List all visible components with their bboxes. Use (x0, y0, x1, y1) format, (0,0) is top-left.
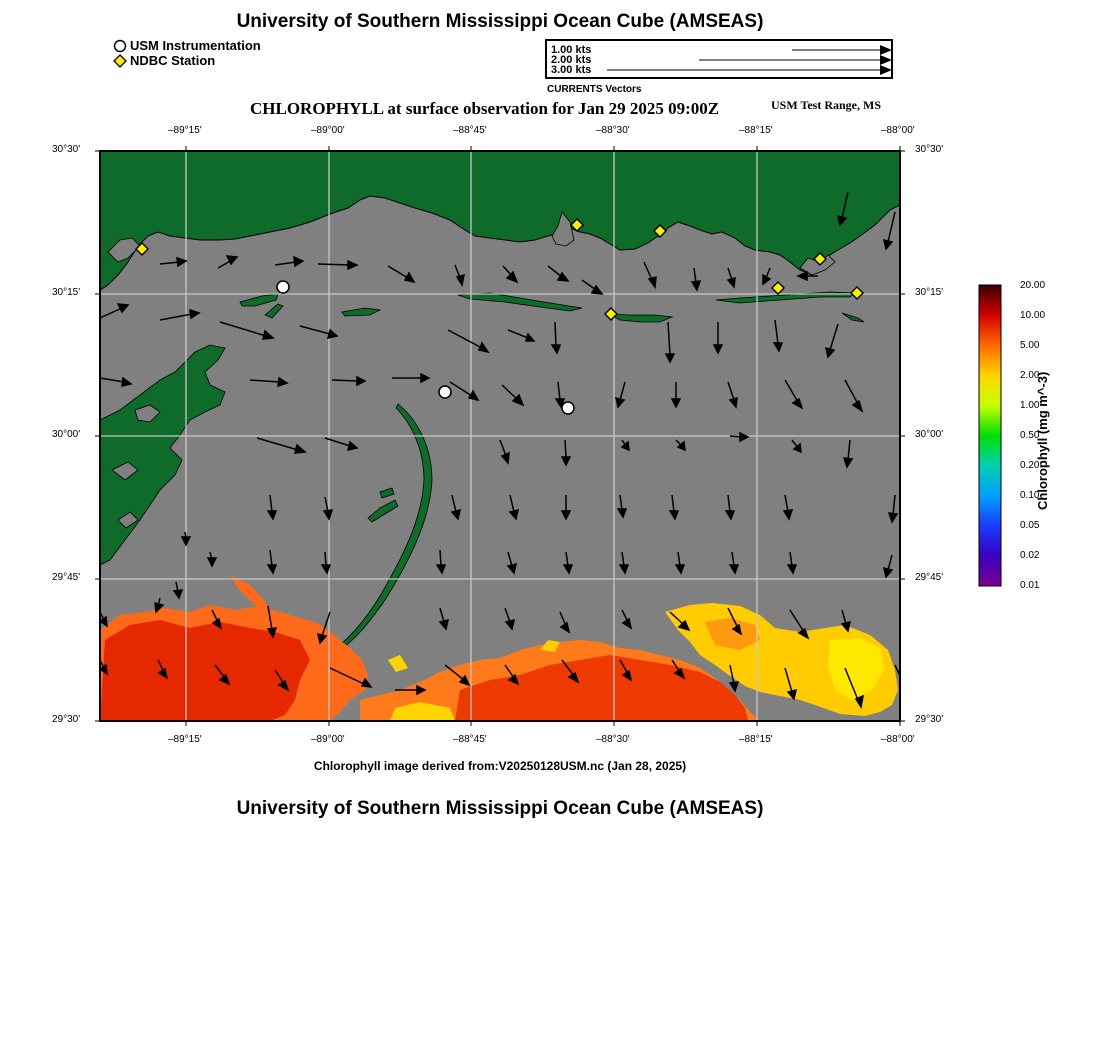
colorbar-label-7: 0.20 (1020, 460, 1040, 471)
lat-tick-left-1: 30°30' (52, 144, 81, 155)
colorbar-label-5: 1.00 (1020, 400, 1040, 411)
colorbar-label-8: 0.10 (1020, 490, 1040, 501)
colorbar-title: Chlorophyll (mg m^-3) (1035, 371, 1050, 510)
lon-tick-top-6: –88°00' (881, 125, 915, 136)
colorbar-label-2: 10.00 (1020, 310, 1046, 321)
lon-tick-bottom-1: –89°15' (168, 734, 202, 745)
lon-tick-top-4: –88°30' (596, 125, 630, 136)
lat-tick-right-1: 30°30' (915, 144, 944, 155)
lon-tick-bottom-5: –88°15' (739, 734, 773, 745)
legend-ndbc (113, 53, 215, 68)
lon-tick-bottom-6: –88°00' (881, 734, 915, 745)
colorbar-label-9: 0.05 (1020, 520, 1040, 531)
colorbar-label-6: 0.50 (1020, 430, 1040, 441)
lat-tick-left-5: 29°30' (52, 714, 81, 725)
lon-tick-top-2: –89°00' (311, 125, 345, 136)
legend-usm-label: USM Instrumentation (130, 38, 261, 53)
vector-scale-label-3: 3.00 kts (551, 64, 592, 76)
colorbar-label-1: 20.00 (1020, 280, 1046, 291)
lat-tick-left-3: 30°00' (52, 429, 81, 440)
ndbc-diamond-icon (113, 54, 127, 68)
legend-ndbc-label: NDBC Station (130, 53, 216, 68)
lat-tick-right-5: 29°30' (915, 714, 944, 725)
lon-tick-top-1: –89°15' (168, 125, 202, 136)
lon-tick-bottom-2: –89°00' (311, 734, 345, 745)
vector-scale-label-2: 2.00 kts (551, 54, 592, 66)
region-label: USM Test Range, MS (771, 98, 882, 112)
vector-scale-label-1: 1.00 kts (551, 44, 592, 56)
vector-scale-arrows (547, 41, 891, 77)
lat-tick-right-4: 29°45' (915, 572, 944, 583)
page-title: University of Southern Mississippi Ocean Cube (AMSEAS) (236, 11, 764, 32)
lon-tick-bottom-3: –88°45' (453, 734, 487, 745)
colorbar-label-11: 0.01 (1020, 580, 1040, 591)
lat-tick-right-2: 30°15' (915, 287, 944, 298)
colorbar-label-3: 5.00 (1020, 340, 1040, 351)
image-credit: Chlorophyll image derived from:V20250128USM.nc (Jan 28, 2025) (313, 759, 687, 773)
lat-tick-left-4: 29°45' (52, 572, 81, 583)
legend-usm (113, 38, 261, 53)
colorbar-label-10: 0.02 (1020, 550, 1040, 561)
lat-tick-right-3: 30°00' (915, 429, 944, 440)
colorbar-label-4: 2.00 (1020, 370, 1040, 381)
colorbar (978, 284, 1002, 588)
lon-tick-top-3: –88°45' (453, 125, 487, 136)
chlorophyll-map (90, 140, 920, 735)
map-subtitle: CHLOROPHYLL at surface observation for Jan 29 2025 09:00Z (250, 99, 720, 118)
lon-tick-bottom-4: –88°30' (596, 734, 630, 745)
usm-circle-icon (113, 39, 127, 53)
lon-tick-top-5: –88°15' (739, 125, 773, 136)
vector-scale-caption: CURRENTS Vectors (547, 84, 642, 95)
vector-scale-box (545, 39, 893, 79)
footer-title: University of Southern Mississippi Ocean Cube (AMSEAS) (236, 798, 764, 819)
lat-tick-left-2: 30°15' (52, 287, 81, 298)
